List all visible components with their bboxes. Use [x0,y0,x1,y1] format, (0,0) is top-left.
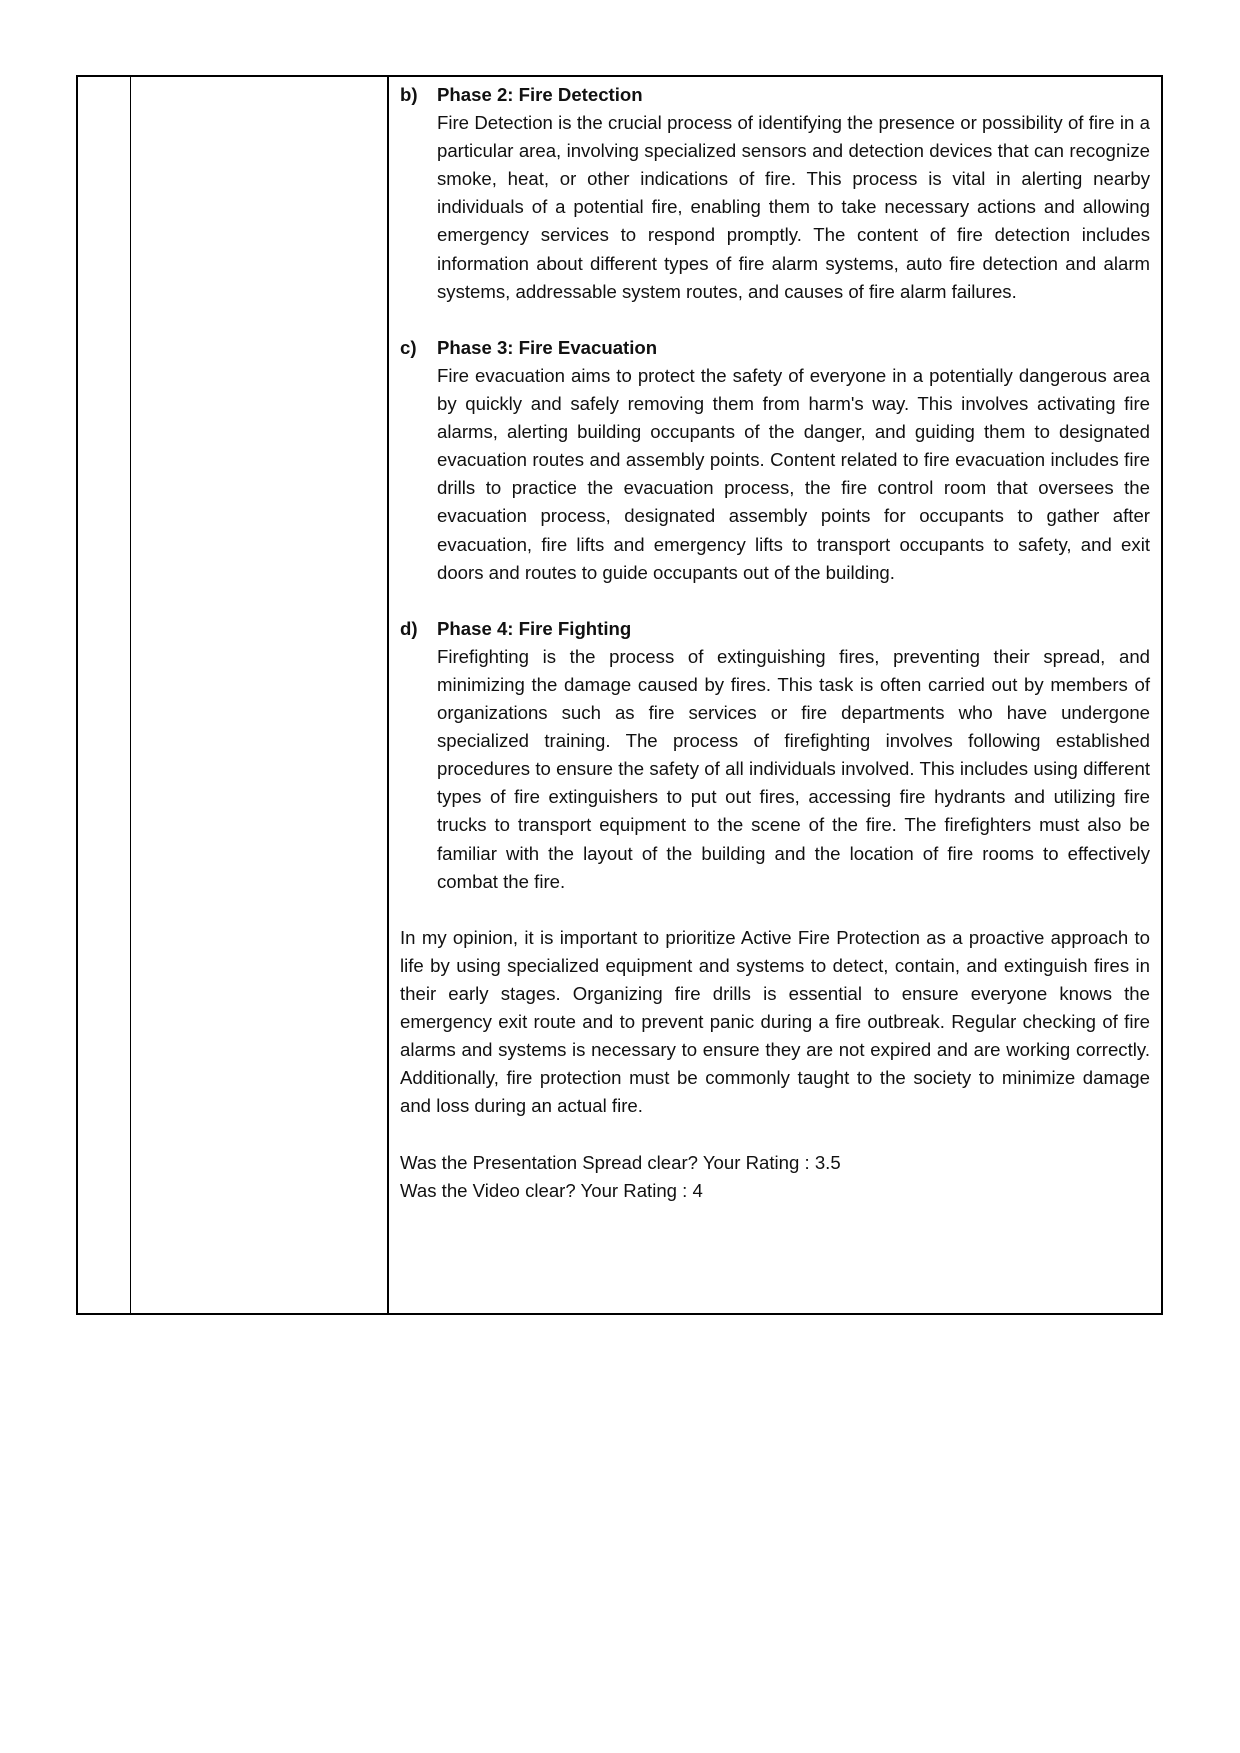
phase-letter: c) [400,336,417,358]
video-rating: Was the Video clear? Your Rating : 4 [400,1179,703,1201]
table-column-number [78,77,131,1313]
phase-title: Phase 3: Fire Evacuation [437,336,658,358]
presentation-rating: Was the Presentation Spread clear? Your Rating : 3.5 [400,1151,841,1173]
phase-section-evacuation [400,334,1150,587]
phase-letter: b) [400,84,418,105]
phase-body: Fire evacuation aims to protect the safety of everyone in a potentially dangerous area by quickly and safely removing them from harm's way. This involves activating fire alarms, alerting building occupants of the danger, and guiding them to designated evacuation routes and assembly points. Content related to fire evacuation includes fire drills to practice the evacuation process, the fire control room that oversees the evacuation process, designated assembly points for occupants to gather after evacuation, fire lifts and emergency lifts to transport occupants to safety, and exit doors and routes to guide occupants out of the building. [437,364,1150,583]
opinion-paragraph: In my opinion, it is important to prioritize Active Fire Protection as a proactive approach to life by using specialized equipment and systems to detect, contain, and extinguish fires in their early stages. Organizing fire drills is essential to ensure everyone knows the emergency exit route and to prevent panic during a fire outbreak. Regular checking of fire alarms and systems is necessary to ensure they are not expired and are working correctly. Additionally, fire protection must be commonly taught to the society to minimize damage and loss during an actual fire. [400,926,1150,1117]
phase-section-detection [400,81,1150,306]
phase-content [437,334,1150,587]
phase-title: Phase 2: Fire Detection [437,84,643,105]
phase-content [437,81,1150,306]
phase-section-fighting [400,615,1150,896]
phase-content [437,615,1150,896]
table-column-content [389,77,1161,1313]
phase-letter: d) [400,617,418,639]
phase-title: Phase 4: Fire Fighting [437,617,632,639]
table-column-label [131,77,389,1313]
phase-body: Fire Detection is the crucial process of identifying the presence or possibility of fire in a particular area, involving specialized sensors and detection devices that can recognize smoke, heat, or other indications of fire. This process is vital in alerting nearby individuals of a potential fire, enabling them to take necessary actions and allowing emergency services to respond promptly. The content of fire detection includes information about different types of fire alarm systems, auto fire detection and alarm systems, addressable system routes, and causes of fire alarm failures. [437,112,1150,302]
document-table [76,75,1163,1315]
phase-body: Firefighting is the process of extinguishing fires, preventing their spread, and minimizing the damage caused by fires. This task is often carried out by members of organizations such as fire services or fire departments who have undergone specialized training. The process of firefighting involves following established procedures to ensure the safety of all individuals involved. This includes using different types of fire extinguishers to put out fires, accessing fire hydrants and utilizing fire trucks to transport equipment to the scene of the fire. The firefighters must also be familiar with the layout of the building and the location of fire rooms to effectively combat the fire. [437,645,1150,892]
